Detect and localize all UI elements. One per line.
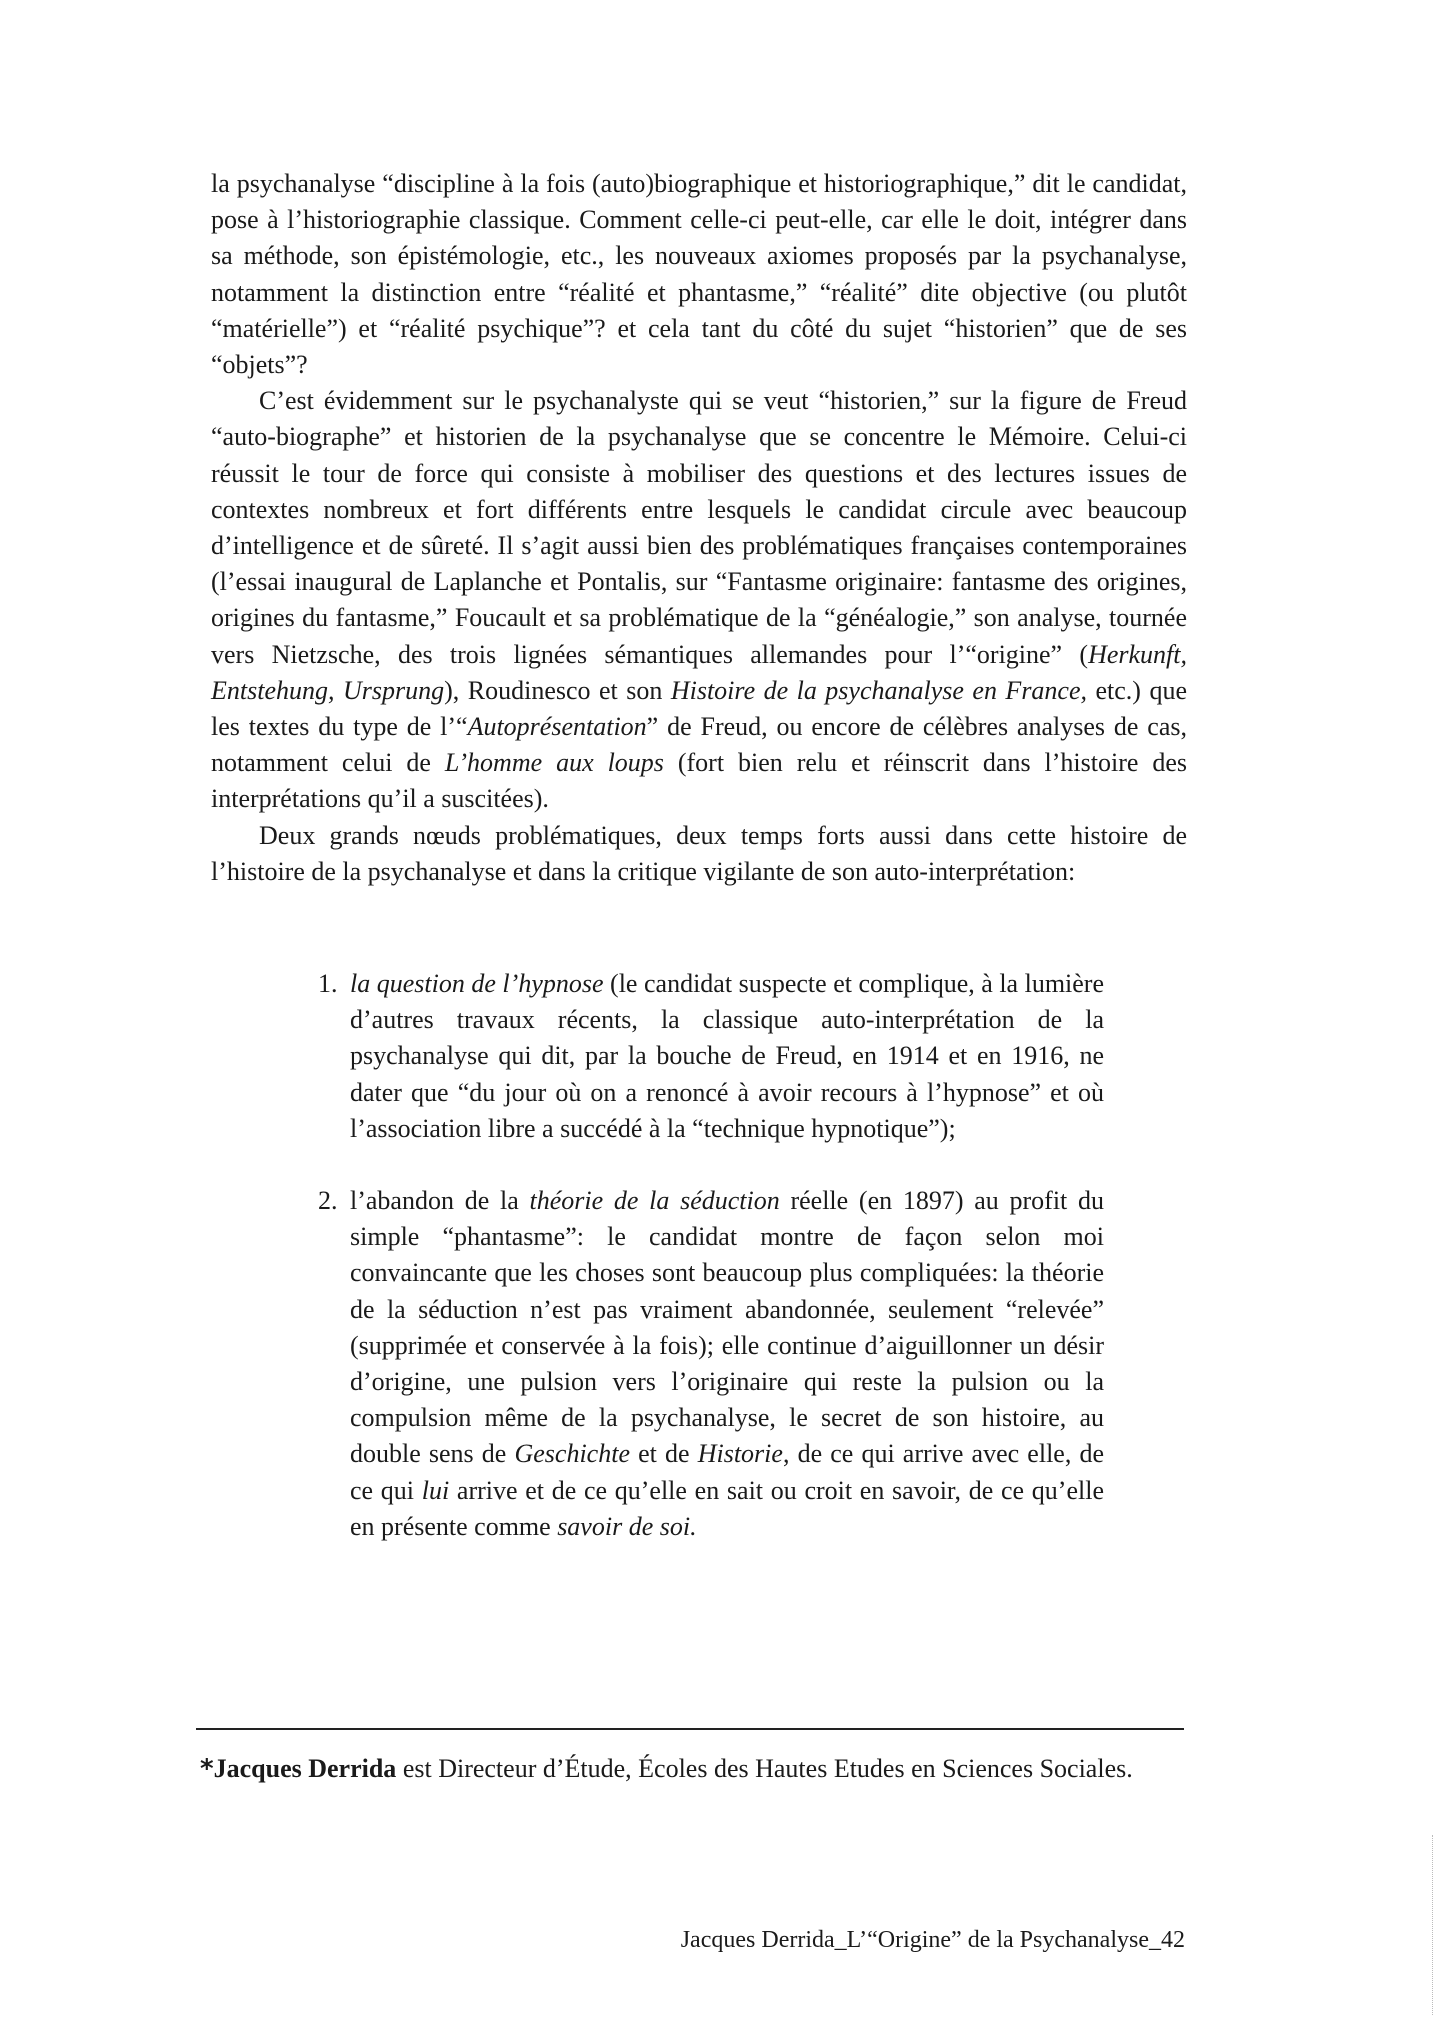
- text-run: C’est évidemment sur le psychanalyste qui se veut “historien,” sur la figure de Freud “auto-biographe” et historien de la psychanalyse que se concentre le Mémoire. Celui-ci réussit le tour de force qui consiste à mobiliser des questions et des lectures issues de contextes nombreux et fort différents entre lesquels le candidat circule avec beaucoup d’intelligence et de sûreté. Il s’agit aussi bien des problématiques françaises contemporaines (l’essai inaugural de Laplanche et Pontalis, sur “Fantasme originaire: fantasme des origines, origines du fantasme,” Foucault et sa problématique de la “généalogie,” son analyse, tournée vers Nietzsche, des trois lignées sémantiques allemandes pour l’“origine” (: [211, 386, 1187, 669]
- list-item: [318, 966, 1104, 1147]
- list-number: 2.: [318, 1186, 338, 1216]
- text-run: , de ce qui arrive avec elle, de ce qui: [350, 1439, 1104, 1505]
- italic-text: Herkunft, Entstehung, Ursprung: [211, 639, 1187, 705]
- text-run: ” de Freud, ou encore de célèbres analyses de cas, notamment celui de: [211, 712, 1187, 778]
- list-item: [318, 1183, 1104, 1545]
- text-run: réelle (en 1897) au profit du simple “phantasme”: le candidat montre de façon selon moi convaincante que les choses sont beaucoup plus compliquées: la théorie de la séduction n’est pas vraiment abandonnée, seulement “relevée” (supprimée et conservée à la fois); elle continue d’aiguillonner un désir d’origine, une pulsion vers l’originaire qui reste la pulsion ou la compulsion même de la psychanalyse, le secret de son histoire, au double sens de: [350, 1186, 1104, 1469]
- numbered-list: [318, 966, 1104, 1545]
- list-number: 1.: [318, 969, 338, 998]
- text-run: (fort bien relu et réinscrit dans l’histoire des interprétations qu’il a suscitées).: [211, 748, 1187, 814]
- italic-text: Historie: [697, 1439, 783, 1469]
- italic-text: Geschichte: [514, 1439, 630, 1469]
- footnote-divider: [196, 1728, 1184, 1730]
- list-item-text: [350, 969, 1104, 1143]
- italic-text: Histoire de la psychanalyse en France,: [670, 675, 1088, 705]
- body-text: [211, 166, 1187, 890]
- footnote-marker: *: [200, 1754, 214, 1784]
- text-run: la psychanalyse “discipline à la fois (auto)biographique et historiographique,” dit le candidat, pose à l’historiographie classique. Comment celle-ci peut-elle, car elle le doit, intégrer dans sa méthode, son épistémologie, etc., les nouveaux axiomes proposés par la psychanalyse, notamment la distinction entre “réalité et phantasme,” “réalité” dite objective (ou plutôt “matérielle”) et “réalité psychique”? et cela tant du côté du sujet “historien” que de ses “objets”?: [211, 169, 1187, 380]
- text-run: et de: [630, 1439, 698, 1469]
- paragraph-2: [211, 383, 1187, 817]
- running-footer: Jacques Derrida_L’“Origine” de la Psychanalyse_42: [680, 1927, 1185, 1953]
- text-run: etc.) que les textes du type de l’“: [211, 675, 1187, 742]
- paragraph-1: [211, 166, 1187, 383]
- italic-text: la question de l’hypnose: [350, 969, 604, 998]
- footnote-text: est Directeur d’Étude, Écoles des Hautes Etudes en Sciences Sociales.: [396, 1754, 1133, 1783]
- italic-text: savoir de soi.: [557, 1511, 697, 1541]
- italic-text: Autoprésentation: [467, 712, 647, 742]
- list-item-text: [350, 1186, 1104, 1541]
- text-run: Deux grands nœuds problématiques, deux temps forts aussi dans cette histoire de l’histoire de la psychanalyse et dans la critique vigilante de son auto-interprétation:: [211, 820, 1187, 886]
- italic-text: lui: [421, 1475, 450, 1505]
- paragraph-3: [211, 818, 1187, 890]
- italic-text: L’homme aux loups: [444, 748, 664, 778]
- text-run: ), Roudinesco et son: [444, 675, 671, 705]
- footnote: [200, 1745, 1184, 1793]
- text-run: arrive et de ce qu’elle en sait ou croit en savoir, de ce qu’elle en présente comme: [350, 1475, 1104, 1541]
- text-run: (le candidat suspecte et complique, à la lumière d’autres travaux récents, la classique auto-interprétation de la psychanalyse qui dit, par la bouche de Freud, en 1914 et en 1916, ne dater que “du jour où on a renoncé à avoir recours à l’hypnose” et où l’association libre a succédé à la “technique hypnotique”);: [350, 969, 1105, 1143]
- text-run: l’abandon de la: [350, 1186, 530, 1216]
- footnote-author: Jacques Derrida: [213, 1754, 397, 1783]
- italic-text: théorie de la séduction: [529, 1186, 780, 1216]
